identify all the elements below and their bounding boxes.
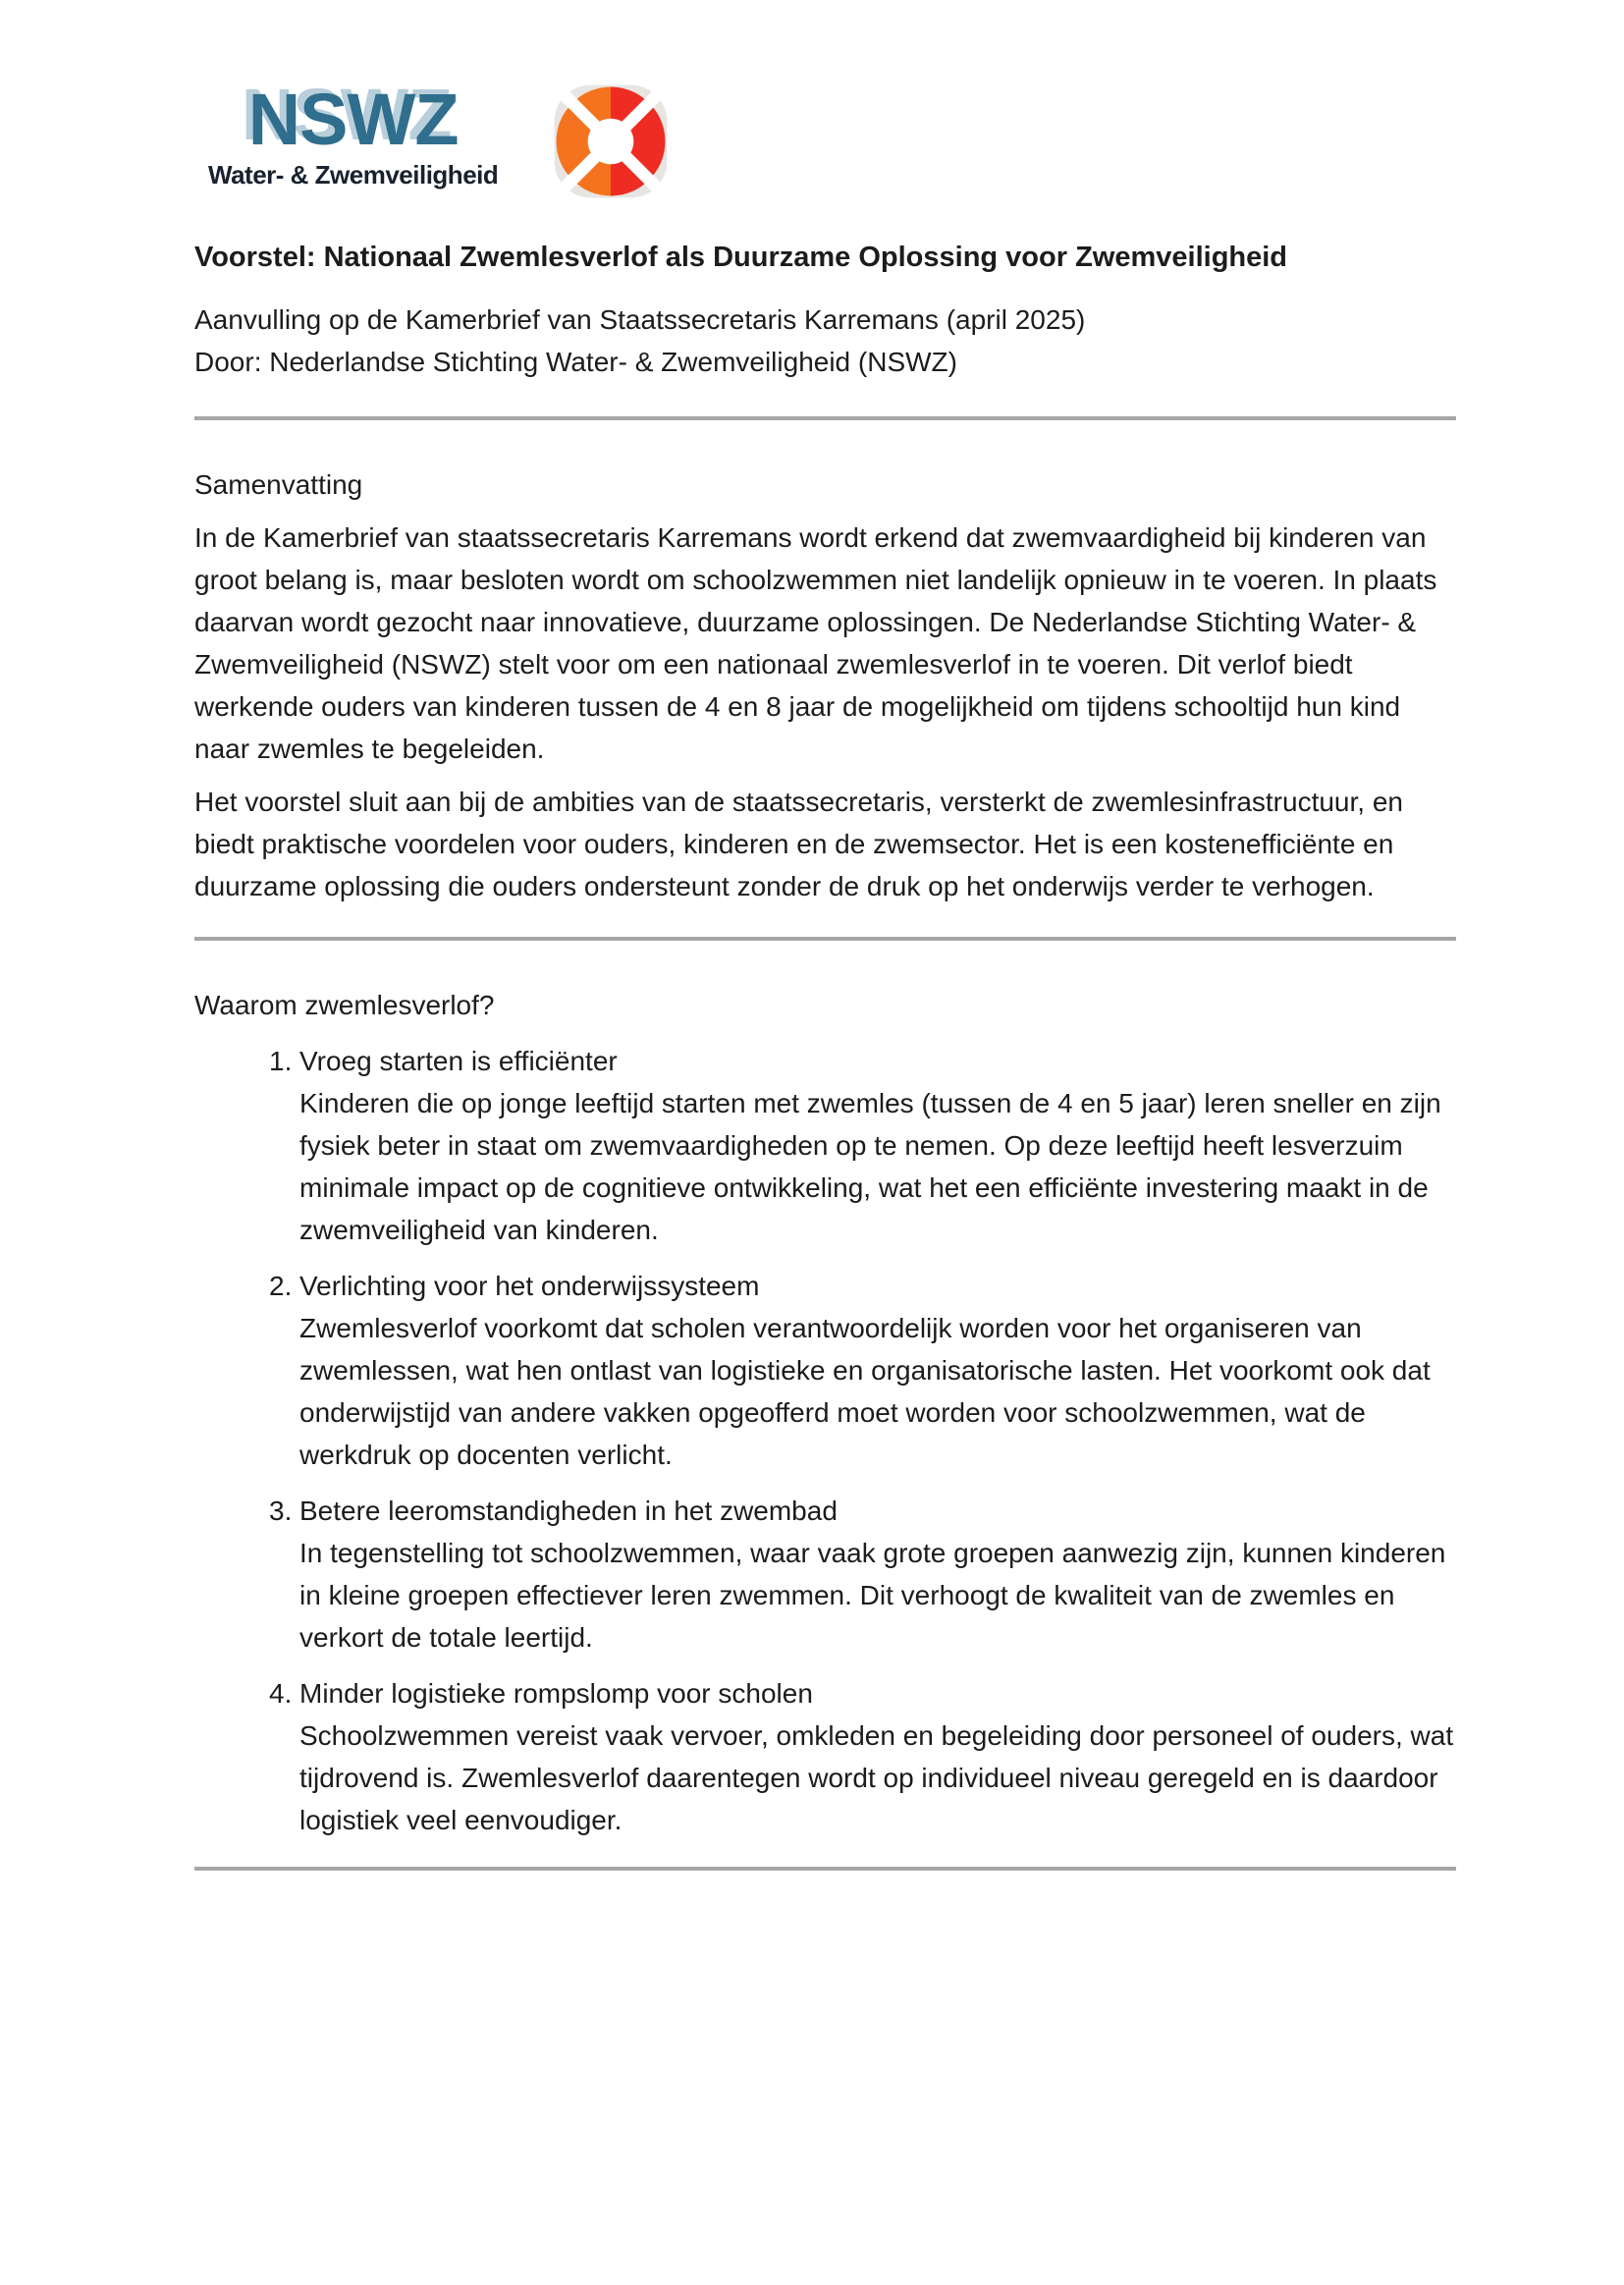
nswz-logo xyxy=(208,74,1456,217)
list-item-body: Zwemlesverlof voorkomt dat scholen verantwoordelijk worden voor het organiseren van zwemlessen, wat hen ontlast van logistieke en organisatorische lasten. Het voorkomt ook dat onderwijstijd van andere vakken opgeofferd moet worden voor schoolzwemmen, wat de werkdruk op docenten verlicht. xyxy=(299,1313,1431,1470)
list-item-title: Minder logistieke rompslomp voor scholen xyxy=(299,1678,813,1709)
section-heading-waarom-zwemlesverlof: Waarom zwemlesverlof? xyxy=(194,990,495,1020)
section-divider xyxy=(194,937,1456,941)
list-item-content xyxy=(299,1672,1456,1841)
list-item-title: Verlichting voor het onderwijssysteem xyxy=(299,1271,760,1301)
lifebuoy-icon xyxy=(549,80,673,203)
list-item-body: Kinderen die op jonge leeftijd starten met zwemles (tussen de 4 en 5 jaar) leren sneller en zijn fysiek beter in staat om zwemvaardigheden op te nemen. Op deze leeftijd heeft lesverzuim minimale impact op de cognitieve ontwikkeling, wat het een efficiënte investering maakt in de zwemveiligheid van kinderen. xyxy=(299,1088,1441,1245)
list-item-title: Vroeg starten is efficiënter xyxy=(299,1046,618,1076)
list-item-body: In tegenstelling tot schoolzwemmen, waar vaak grote groepen aanwezig zijn, kunnen kinderen in kleine groepen effectiever leren zwemmen. Dit verhoogt de kwaliteit van de zwemles en verkort de totale leertijd. xyxy=(299,1538,1446,1653)
list-item-body: Schoolzwemmen vereist vaak vervoer, omkleden en begeleiding door personeel of ouders, wat tijdrovend is. Zwemlesverlof daarentegen wordt op individueel niveau geregeld en is daardoor logistiek veel eenvoudiger. xyxy=(299,1720,1454,1835)
logo-text-block xyxy=(208,74,498,191)
list-item-number: 2. xyxy=(269,1271,293,1301)
document-title: Voorstel: Nationaal Zwemlesverlof als Duurzame Oplossing voor Zwemveiligheid xyxy=(194,242,1288,273)
section-heading-samenvatting: Samenvatting xyxy=(194,469,363,500)
list-item-number: 3. xyxy=(269,1496,293,1526)
section-divider xyxy=(194,1867,1456,1871)
numbered-list xyxy=(194,1040,1456,1841)
list-item-content xyxy=(299,1265,1456,1476)
document-subtitle-line-1: Aanvulling op de Kamerbrief van Staatssecretaris Karremans (april 2025) xyxy=(194,304,1086,335)
logo-tagline: Water- & Zwemveiligheid xyxy=(208,160,499,190)
list-item-content xyxy=(299,1040,1456,1251)
document-subtitle-line-2: Door: Nederlandse Stichting Water- & Zwemveiligheid (NSWZ) xyxy=(194,347,957,377)
paragraph: In de Kamerbrief van staatssecretaris Karremans wordt erkend dat zwemvaardigheid bij kinderen van groot belang is, maar besloten wordt om schoolzwemmen niet landelijk opnieuw in te voeren. In plaats daarvan wordt gezocht naar innovatieve, duurzame oplossingen. De Nederlandse Stichting Water- & Zwemveiligheid (NSWZ) stelt voor om een nationaal zwemlesverlof in te voeren. Dit verlof biedt werkende ouders van kinderen tussen de 4 en 8 jaar de mogelijkheid om tijdens schooltijd hun kind naar zwemles te begeleiden. xyxy=(194,522,1437,764)
list-item-number: 4. xyxy=(269,1678,293,1709)
list-item-title: Betere leeromstandigheden in het zwembad xyxy=(299,1496,838,1526)
section-divider xyxy=(194,416,1456,420)
page-content xyxy=(194,74,1456,1871)
paragraph: Het voorstel sluit aan bij de ambities van de staatssecretaris, versterkt de zwemlesinfrastructuur, en biedt praktische voordelen voor ouders, kinderen en de zwemsector. Het is een kostenefficiënte en duurzame oplossing die ouders ondersteunt zonder de druk op het onderwijs verder te verhogen. xyxy=(194,787,1403,901)
list-item xyxy=(269,1265,1456,1476)
list-item-number: 1. xyxy=(269,1046,293,1076)
list-item xyxy=(269,1490,1456,1659)
logo-wordmark: NSWZ xyxy=(247,79,459,160)
list-item xyxy=(269,1040,1456,1251)
list-item-content xyxy=(299,1490,1456,1659)
list-item xyxy=(269,1672,1456,1841)
